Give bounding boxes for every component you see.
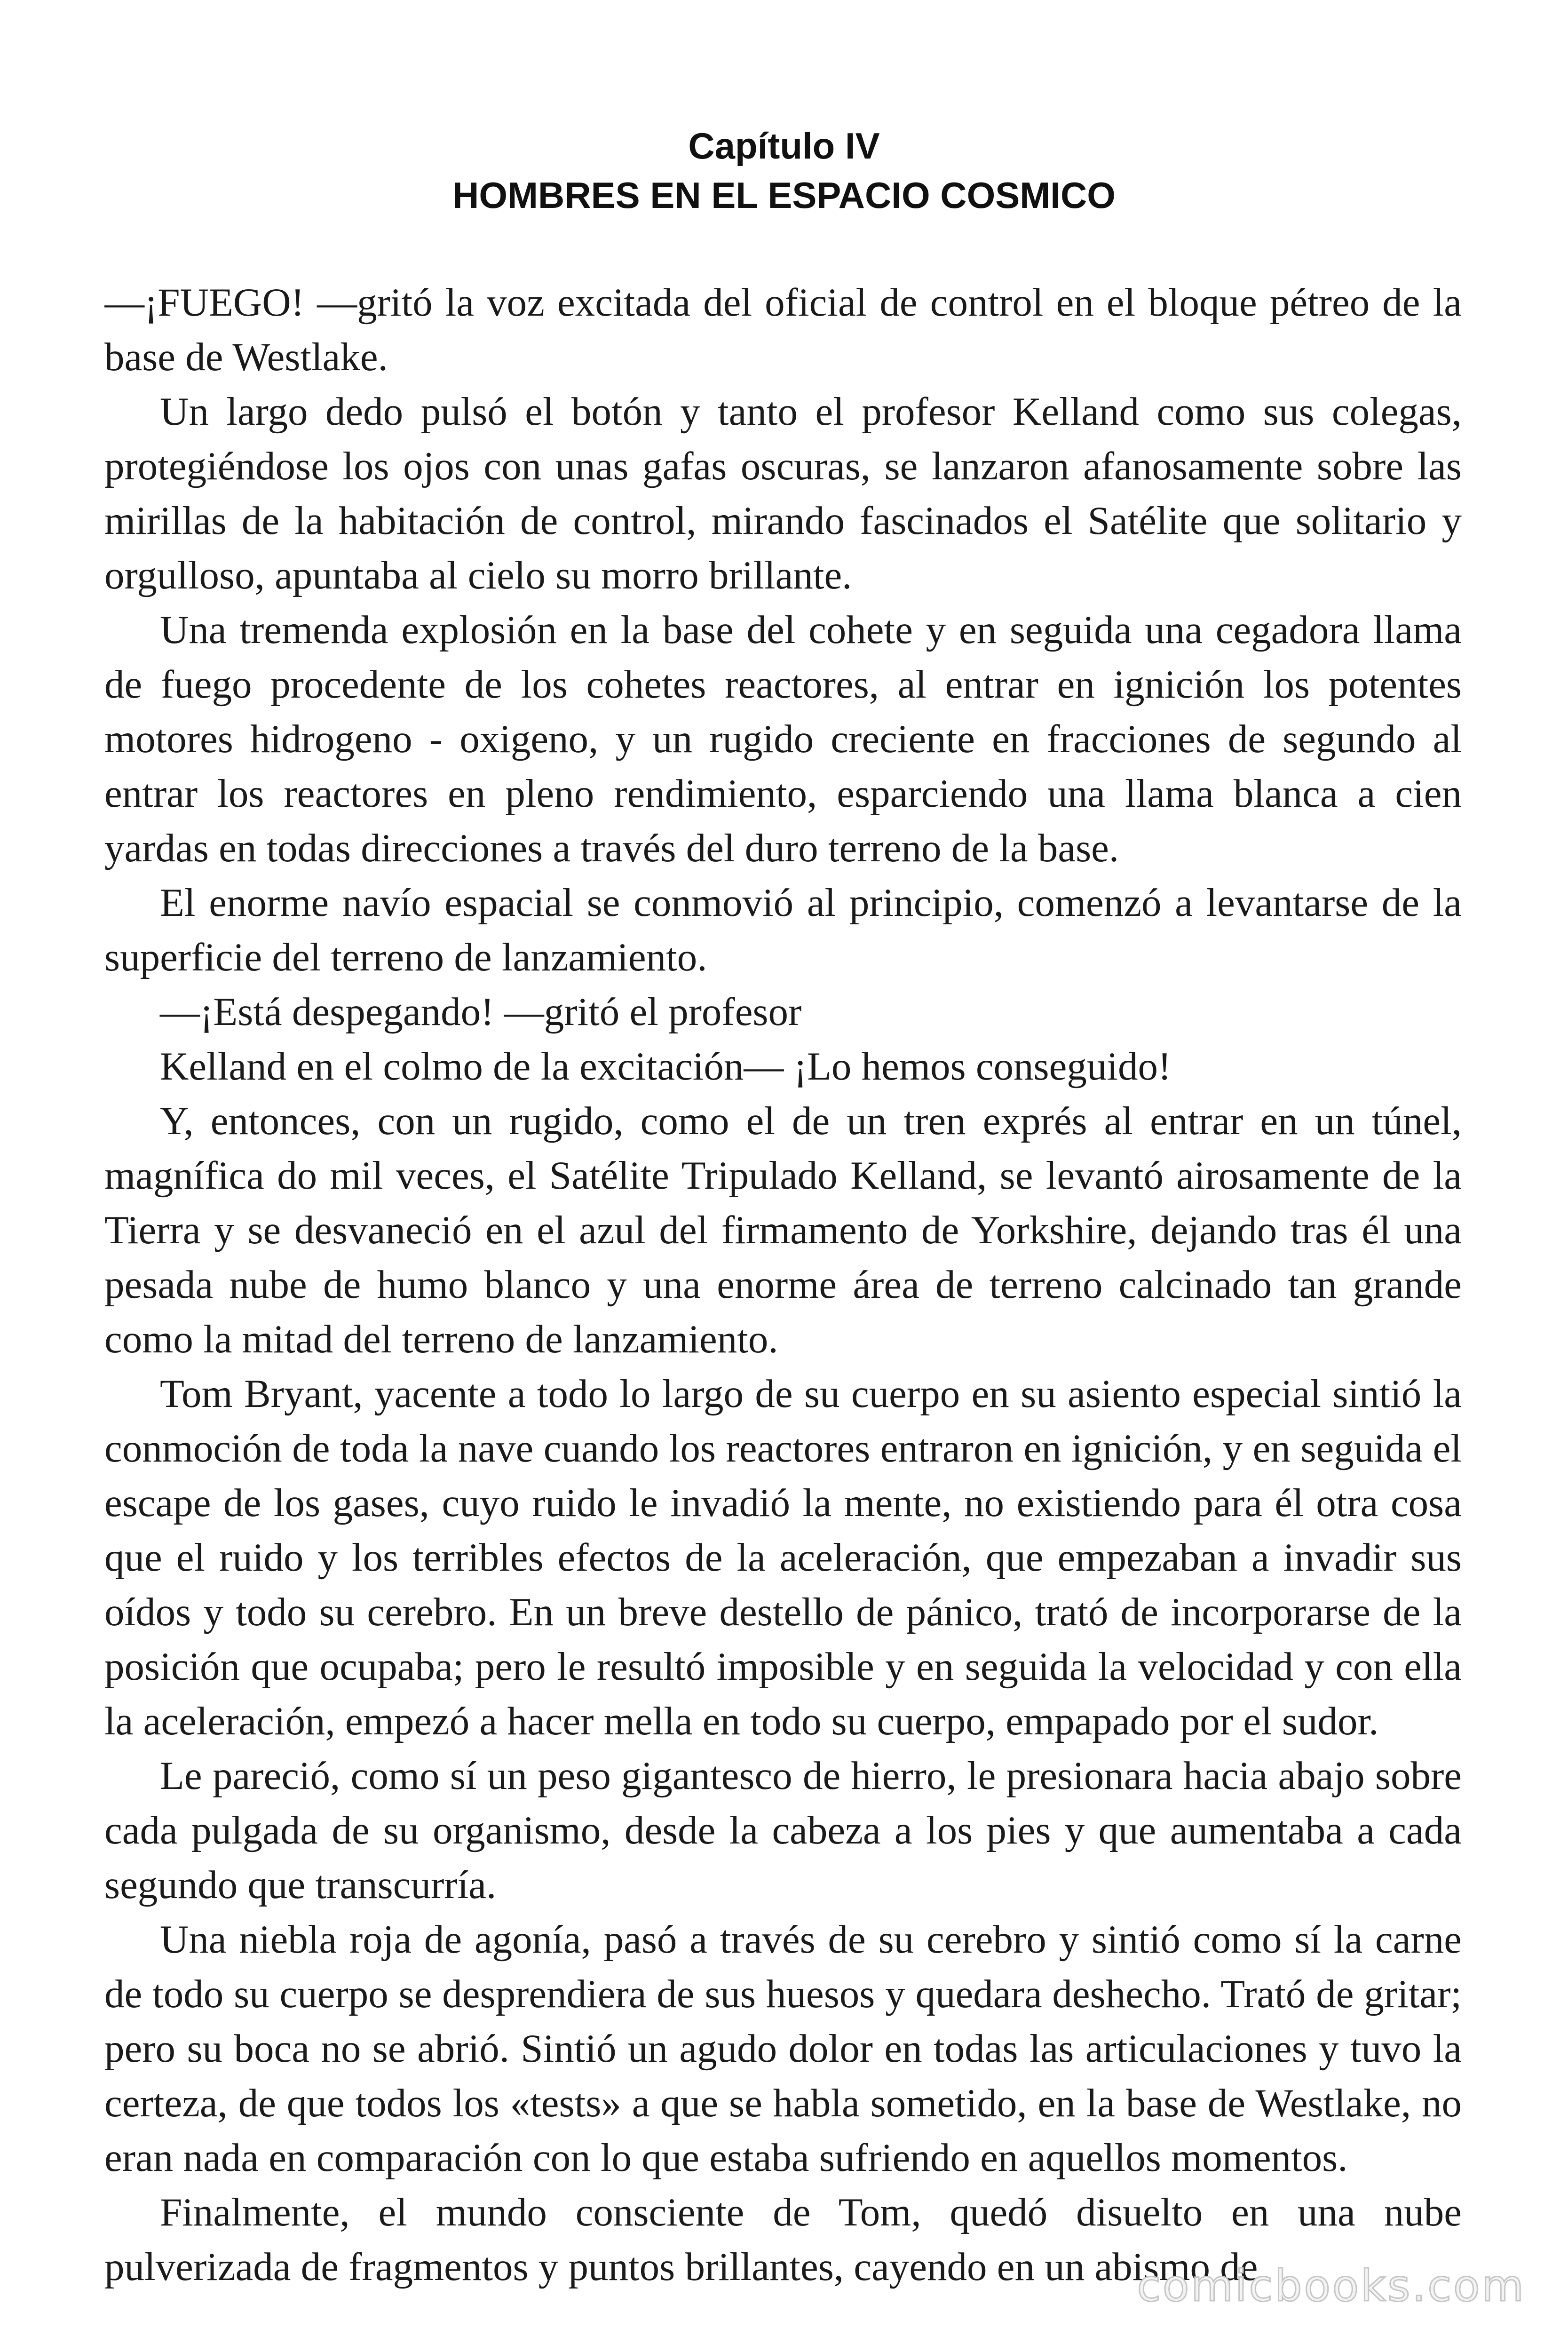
paragraph: Una niebla roja de agonía, pasó a través de su cerebro y sintió como sí la carne de todo su cuerpo se desprendiera de sus huesos y quedara deshecho. Trató de gritar; pero su boca no se abrió. Sintió un agudo dolor en todas las articulaciones y tuvo la certeza, de que todos los «tests» a que se habla sometido, en la base de Westlake, no eran nada en comparación con lo que estaba sufriendo en aquellos momentos.: [104, 1917, 1462, 2180]
paragraph: El enorme navío espacial se conmovió al principio, comenzó a levantarse de la superficie del terreno de lanzamiento.: [104, 881, 1462, 979]
paragraph: —¡FUEGO! —gritó la voz excitada del oficial de control en el bloque pétreo de la base de Westlake.: [104, 280, 1462, 379]
paragraph: Le pareció, como sí un peso gigantesco de hierro, le presionara hacia abajo sobre cada pulgada de su organismo, desde la cabeza a los pies y que aumentaba a cada segundo que transcurría.: [104, 1754, 1462, 1907]
paragraph: —¡Está despegando! —gritó el profesor: [160, 990, 802, 1034]
paragraph: Kelland en el colmo de la excitación— ¡Lo hemos conseguido!: [160, 1044, 1172, 1089]
watermark: comicbooks.com: [1137, 2261, 1526, 2311]
paragraph: Y, entonces, con un rugido, como el de un tren exprés al entrar en un túnel, magnífica do mil veces, el Satélite Tripulado Kelland, se levantó airosamente de la Tierra y se desvaneció en el azul del firmamento de Yorkshire, dejando tras él una pesada nube de humo blanco y una enorme área de terreno calcinado tan grande como la mitad del terreno de lanzamiento.: [104, 1099, 1462, 1361]
paragraph: Una tremenda explosión en la base del cohete y en seguida una cegadora llama de fuego procedente de los cohetes reactores, al entrar en ignición los potentes motores hidrogeno - oxigeno, y un rugido creciente en fracciones de segundo al entrar los reactores en pleno rendimiento, esparciendo una llama blanca a cien yardas en todas direcciones a través del duro terreno de la base.: [104, 608, 1462, 870]
body-text: [104, 275, 1462, 2298]
chapter-number: Capítulo IV: [688, 125, 880, 167]
chapter-title: HOMBRES EN EL ESPACIO COSMICO: [452, 175, 1116, 216]
paragraph: Finalmente, el mundo consciente de Tom, quedó disuelto en una nube pulverizada de fragmentos y puntos brillantes, cayendo en un abismo de: [104, 2190, 1462, 2289]
paragraph: Tom Bryant, yacente a todo lo largo de su cuerpo en su asiento especial sintió la conmoción de toda la nave cuando los reactores entraron en ignición, y en seguida el escape de los gases, cuyo ruido le invadió la mente, no existiendo para él otra cosa que el ruido y los terribles efectos de la aceleración, que empezaban a invadir sus oídos y todo su cerebro. En un breve destello de pánico, trató de incorporarse de la posición que ocupaba; pero le resultó imposible y en seguida la velocidad y con ella la aceleración, empezó a hacer mella en todo su cuerpo, empapado por el sudor.: [104, 1372, 1462, 1743]
paragraph: Un largo dedo pulsó el botón y tanto el profesor Kelland como sus colegas, protegiéndose los ojos con unas gafas oscuras, se lanzaron afanosamente sobre las mirillas de la habitación de control, mirando fascinados el Satélite que solitario y orgulloso, apuntaba al cielo su morro brillante.: [104, 389, 1462, 597]
